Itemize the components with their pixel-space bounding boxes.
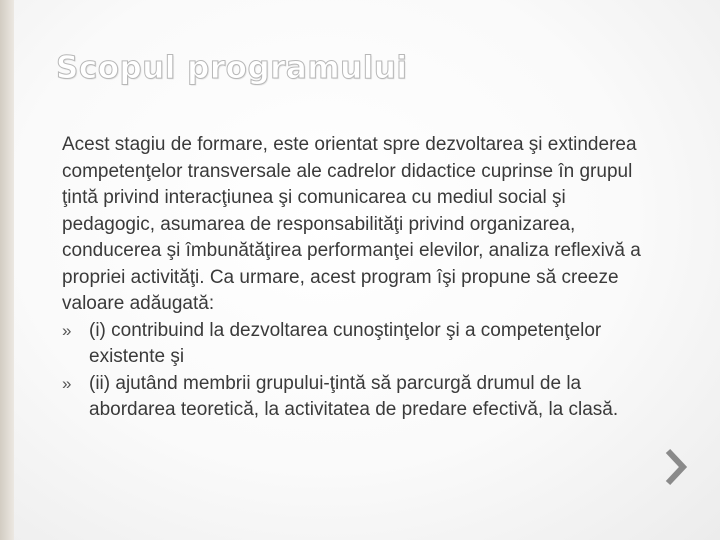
slide-title: Scopul programului <box>56 50 408 86</box>
bullet-item <box>62 371 652 424</box>
bullet-text: (i) contribuind la dezvoltarea cunoştinţelor şi a competenţelor existente şi <box>89 319 602 367</box>
bullet-marker-icon: » <box>62 320 72 340</box>
body-paragraph: Acest stagiu de formare, este orientat spre dezvoltarea şi extinderea competenţelor transversale ale cadrelor didactice cuprinse în grupul ţintă privind interacţiunea şi comunicarea cu mediul social şi pedagogic, asumarea de responsabilităţi privind organizarea, conducerea şi îmbunătăţirea performanţei elevilor, analiza reflexivă a propriei activităţi. Ca urmare, acest program îşi propune să creeze valoare adăugată: <box>62 134 641 314</box>
chevron-right-icon[interactable] <box>664 448 688 486</box>
bullet-text: (ii) ajutând membrii grupului-ţintă să parcurgă drumul de la abordarea teoretică, la activitatea de predare efectivă, la clasă. <box>89 372 619 420</box>
bullet-marker-icon: » <box>62 373 72 393</box>
slide-content <box>62 132 652 424</box>
bullet-item <box>62 318 652 371</box>
slide-left-border <box>0 0 14 540</box>
bullet-list <box>62 318 652 424</box>
